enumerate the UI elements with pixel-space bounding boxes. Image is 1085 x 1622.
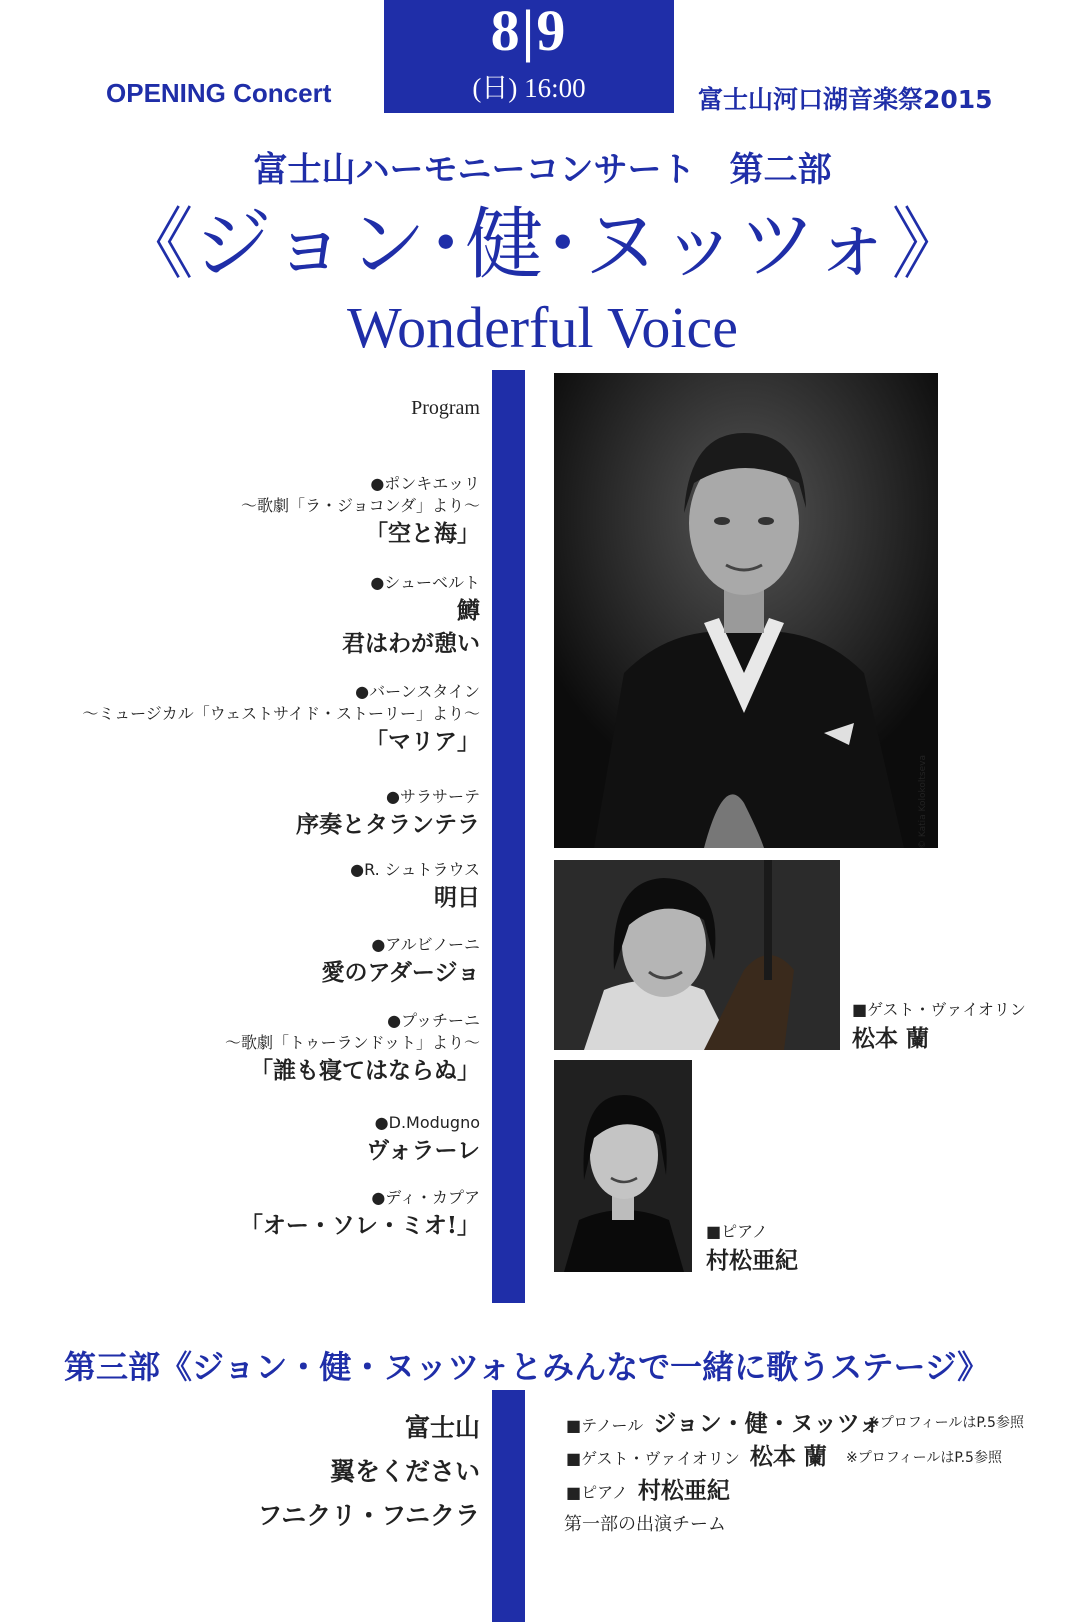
photo-credit: © Katia Kolokoltseva: [918, 755, 928, 849]
performer-name: 村松亜紀: [637, 1477, 730, 1504]
performer-role: ■テノール: [566, 1416, 644, 1435]
part3-song: フニクリ・フニクラ: [257, 1501, 480, 1530]
opening-concert-label: OPENING Concert: [106, 78, 332, 108]
composer-label: ●D.Modugno: [374, 1113, 480, 1132]
program-divider-bar: [492, 370, 525, 1303]
composer-label: ●R. シュトラウス: [350, 860, 480, 879]
violinist-photo: [554, 860, 840, 1050]
program-label: Program: [411, 397, 480, 419]
program-note: ～歌劇「ラ・ジョコンダ」より～: [240, 496, 480, 515]
violinist-name: 松本 蘭: [852, 1025, 930, 1052]
english-title: Wonderful Voice: [346, 295, 739, 360]
piece-title: ヴォラーレ: [366, 1137, 480, 1164]
piece-title: 明日: [434, 884, 480, 911]
piece-title: 序奏とタランテラ: [296, 811, 480, 838]
part3-song: 翼をください: [329, 1457, 480, 1486]
concert-subtitle: 富士山ハーモニーコンサート 第二部: [253, 150, 832, 190]
part3-divider-bar: [492, 1390, 525, 1622]
program-item: [225, 1010, 480, 1087]
part3-song: 富士山: [404, 1413, 480, 1442]
piece-title: 「誰も寝てはならぬ」: [250, 1057, 480, 1084]
program-item: [241, 473, 480, 550]
part3-title: 第三部《ジョン・健・ヌッツォとみんなで一緒に歌うステージ》: [64, 1348, 990, 1386]
composer-label: ●プッチーニ: [387, 1011, 480, 1030]
pianist-portrait-image: [554, 1060, 692, 1272]
part3-team: 第一部の出演チーム: [564, 1514, 726, 1535]
composer-label: ●ディ・カプア: [371, 1188, 480, 1207]
program-item: [366, 1112, 480, 1167]
profile-note: ※プロフィールはP.5参照: [846, 1450, 1002, 1466]
program-item: [322, 934, 480, 989]
concert-date: 8|9: [490, 0, 568, 63]
program-item: [240, 1187, 480, 1242]
pianist-role: ■ピアノ: [706, 1222, 768, 1241]
performer-name: 松本 蘭: [749, 1443, 827, 1470]
composer-label: ●バーンスタイン: [355, 682, 480, 701]
pianist-photo: [554, 1060, 692, 1272]
pianist-name: 村松亜紀: [706, 1247, 798, 1274]
violinist-role: ■ゲスト・ヴァイオリン: [852, 1000, 1026, 1019]
piece-title: 「マリア」: [365, 728, 480, 755]
performer-row: [566, 1405, 882, 1438]
performer-row: [566, 1438, 827, 1471]
piece-title: 君はわが憩い: [342, 630, 480, 657]
violinist-portrait-image: [554, 860, 840, 1050]
tenor-photo: [554, 373, 938, 848]
composer-label: ●サラサーテ: [386, 787, 480, 806]
program-note: ～歌劇「トゥーランドット」より～: [225, 1033, 480, 1052]
performer-role: ■ゲスト・ヴァイオリン: [566, 1449, 740, 1468]
composer-label: ●アルビノーニ: [371, 935, 480, 954]
profile-note: ※プロフィールはP.5参照: [868, 1415, 1024, 1431]
piece-title: 「空と海」: [365, 520, 480, 547]
performer-name: ジョン・健・ヌッツォ: [653, 1410, 882, 1437]
violinist-caption: [852, 997, 1026, 1053]
date-box: [384, 0, 674, 113]
piece-title: 鱒: [457, 597, 480, 624]
program-item: [350, 859, 480, 914]
performer-row: [566, 1472, 730, 1505]
piece-title: 愛のアダージョ: [321, 959, 480, 986]
composer-label: ●ポンキエッリ: [370, 474, 480, 493]
program-item: [82, 681, 480, 758]
program-item: [296, 786, 480, 841]
tenor-portrait-image: [554, 373, 938, 848]
program-note: ～ミュージカル「ウェストサイド・ストーリー」より～: [82, 704, 480, 723]
pianist-caption: [706, 1219, 798, 1275]
concert-day-time: (日) 16:00: [472, 73, 586, 103]
program-item: [342, 572, 480, 660]
festival-name: 富士山河口湖音楽祭2015: [698, 85, 993, 114]
main-title: 《ジョン･健･ヌッツォ》: [115, 200, 970, 290]
performer-role: ■ピアノ: [566, 1483, 628, 1502]
piece-title: 「オー・ソレ・ミオ!」: [239, 1212, 480, 1239]
composer-label: ●シューベルト: [370, 573, 480, 592]
